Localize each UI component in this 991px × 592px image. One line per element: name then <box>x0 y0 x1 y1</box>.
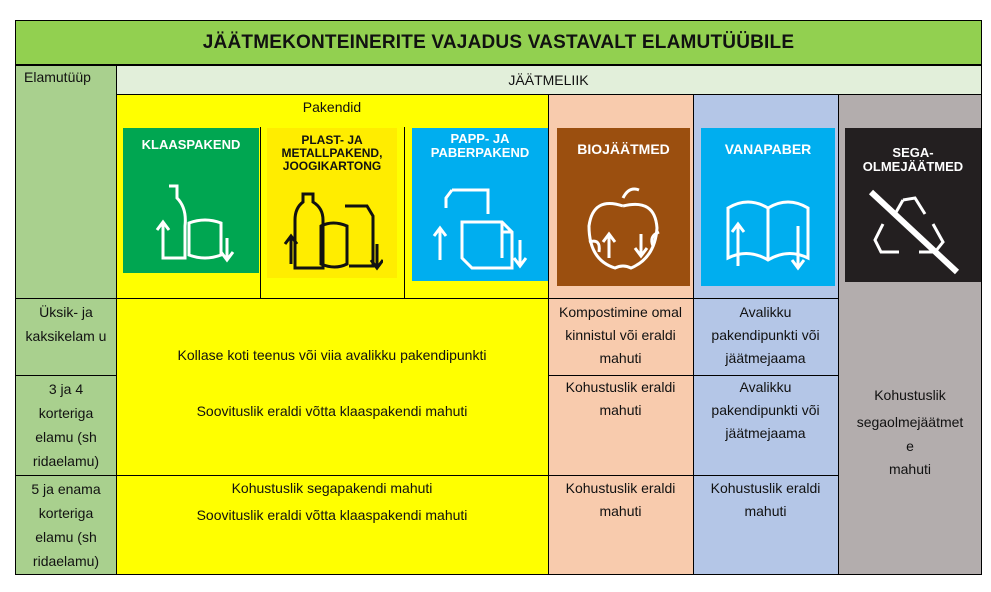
paper-pack-tile-label: PAPP- JA PABERPAKEND <box>430 131 530 160</box>
mixed-line1: Kohustuslik <box>874 387 946 403</box>
waste-type-header: JÄÄTMELIIK <box>116 65 982 94</box>
crossed-recycle-icon <box>863 180 963 280</box>
paper-packaging-icon <box>430 180 530 280</box>
row3-bio-cell: Kohustuslik eraldi mahuti <box>565 480 676 519</box>
row2-bio-cell: Kohustuslik eraldi mahuti <box>565 379 676 418</box>
row2-paper-cell: Avalikku pakendipunkti või jäätmejaama <box>711 379 820 441</box>
glass-icon <box>151 178 241 268</box>
row1-bio-cell: Kompostimine omal kinnistul või eraldi mahuti <box>559 304 682 366</box>
glass-tile <box>123 128 259 273</box>
mixed-waste-cell <box>838 382 982 492</box>
mixed-waste-tile <box>845 128 981 282</box>
glass-tile-label: KLAASPAKEND <box>141 137 241 152</box>
plastic-tile-label: PLAST- JA METALLPAKEND, JOOGIKARTONG <box>281 133 383 173</box>
row-label-single-house: Üksik- ja kaksikelam u <box>15 298 116 375</box>
row1-packaging-cell: Kollase koti teenus või viia avalikku pakendipunkti <box>177 347 487 363</box>
mixed-line3: e <box>906 438 914 454</box>
row1-paper-cell: Avalikku pakendipunkti või jäätmejaama <box>711 304 820 366</box>
row-label-5-plus-apartments: 5 ja enama korteriga elamu (sh ridaelamu) <box>15 475 116 575</box>
bio-tile <box>557 128 690 286</box>
page-title: JÄÄTMEKONTEINERITE VAJADUS VASTAVALT ELAMUTÜÜBILE <box>15 20 982 65</box>
mixed-tile-label: SEGA- OLMEJÄÄTMED <box>862 145 964 174</box>
mixed-line4: mahuti <box>888 461 932 477</box>
packaging-header: Pakendid <box>302 99 362 115</box>
paper-packaging-tile <box>412 128 548 281</box>
plastic-metal-tile <box>267 128 397 278</box>
row-label-3-4-apartments: 3 ja 4 korteriga elamu (sh ridaelamu) <box>15 375 116 475</box>
row2-packaging-cell: Soovituslik eraldi võtta klaaspakendi mahuti <box>196 403 468 419</box>
plastic-metal-icon <box>283 186 383 276</box>
paper-tile-label: VANAPABER <box>724 141 812 157</box>
mixed-line2: segaolmejäätmet <box>856 414 964 430</box>
row3-packaging-line2: Soovituslik eraldi võtta klaaspakendi mahuti <box>196 507 468 523</box>
housing-type-header: Elamutüüp <box>15 65 116 298</box>
row3-packaging-line1: Kohustuslik segapakendi mahuti <box>231 480 433 496</box>
paper-tile <box>701 128 835 286</box>
book-icon <box>718 188 818 278</box>
apple-core-icon <box>579 182 669 282</box>
bio-tile-label: BIOJÄÄTMED <box>577 141 670 157</box>
row3-paper-cell: Kohustuslik eraldi mahuti <box>710 480 821 519</box>
